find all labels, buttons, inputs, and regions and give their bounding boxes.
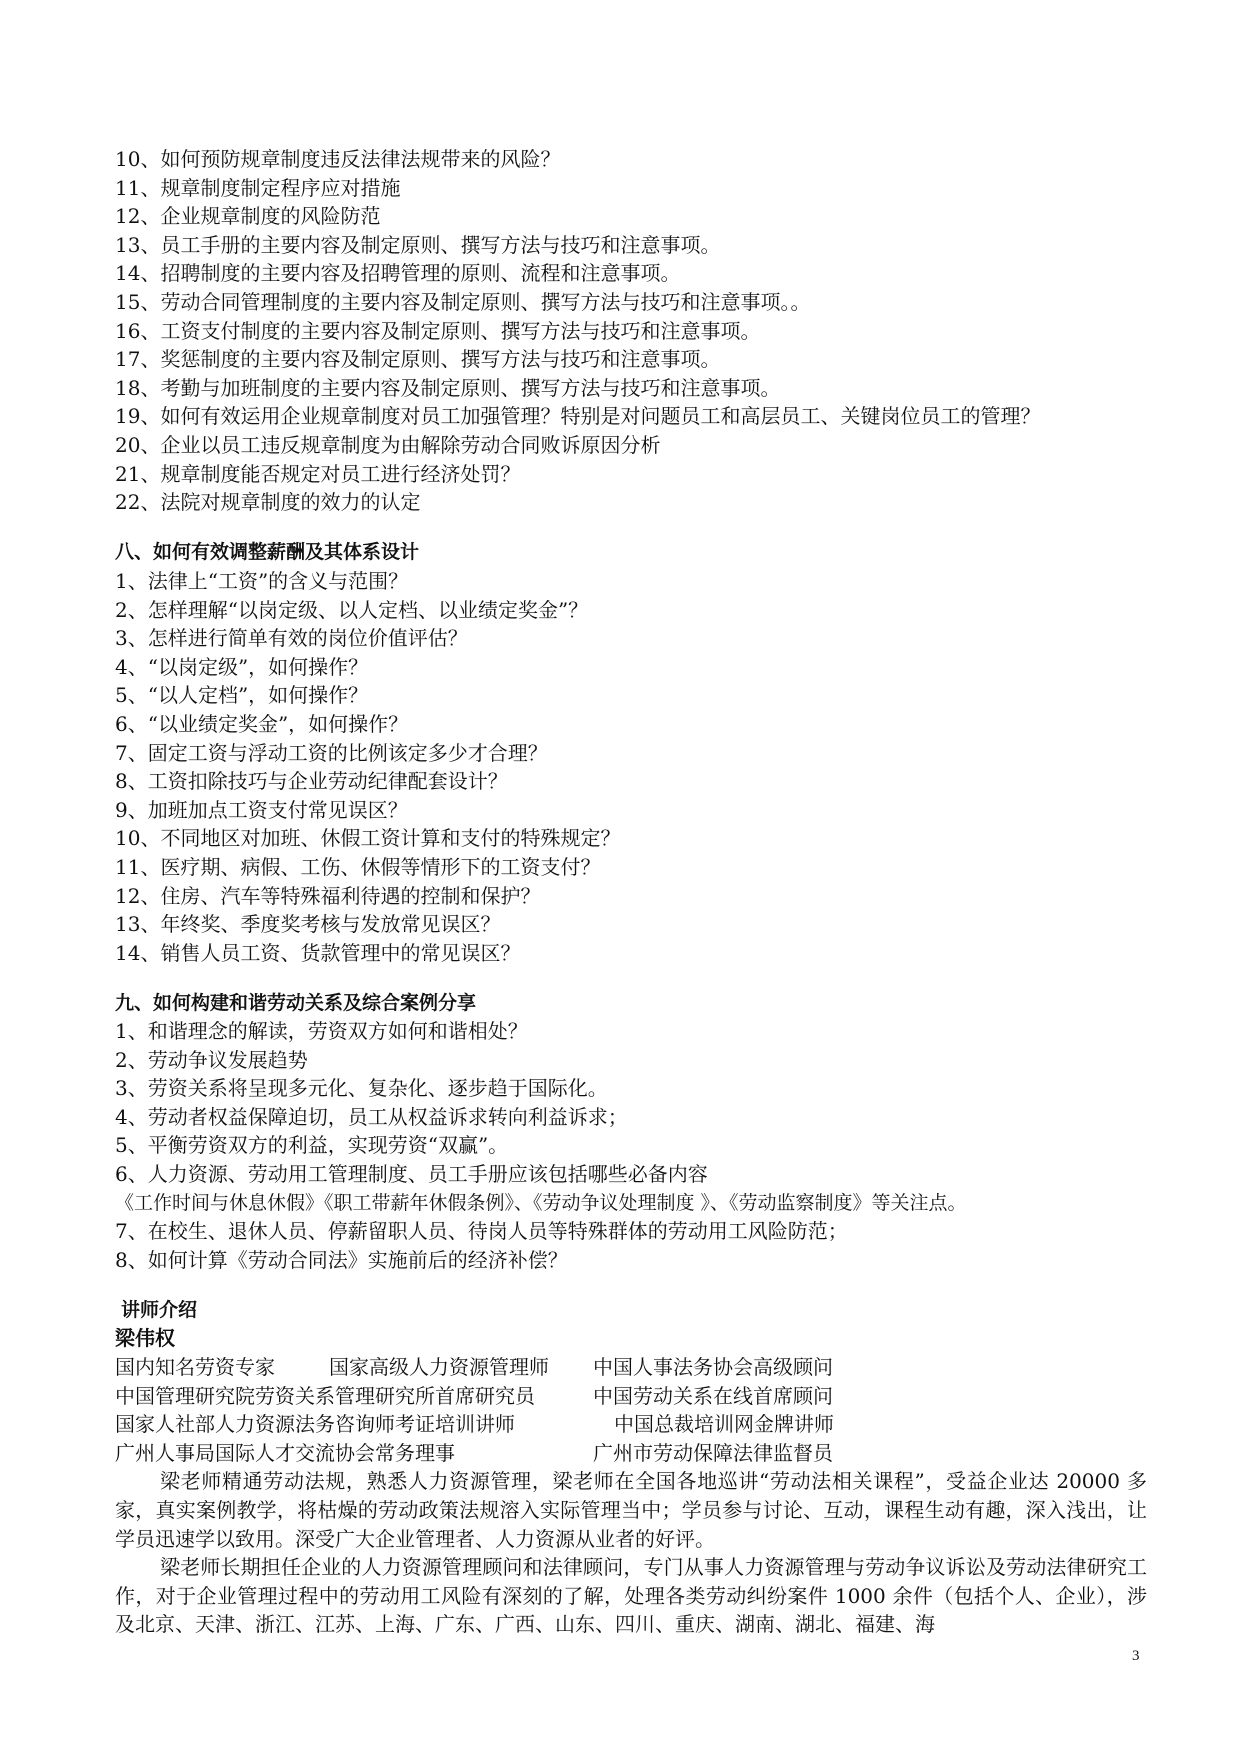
- list-item: 6、人力资源、劳动用工管理制度、员工手册应该包括哪些必备内容: [115, 1162, 708, 1186]
- section-heading: 九、如何构建和谐劳动关系及综合案例分享: [115, 992, 477, 1014]
- title-row: [115, 1439, 875, 1468]
- list-item: 8、工资扣除技巧与企业劳动纪律配套设计？: [115, 769, 508, 794]
- section-heading: 八、如何有效调整薪酬及其体系设计: [115, 541, 420, 563]
- title-row: [115, 1410, 875, 1439]
- list-item: 6、“以业绩定奖金”，如何操作？: [115, 712, 409, 736]
- list-item: 13、员工手册的主要内容及制定原则、撰写方法与技巧和注意事项。: [115, 232, 721, 257]
- list-item: 12、企业规章制度的风险防范: [115, 204, 381, 229]
- list-item: 2、怎样理解“以岗定级、以人定档、以业绩定奖金”？: [115, 597, 589, 622]
- list-item: 11、医疗期、病假、工伤、休假等情形下的工资支付？: [115, 855, 601, 879]
- instructor-title: 国家人社部人力资源法务咨询师考证培训讲师: [115, 1412, 515, 1437]
- list-item: 5、平衡劳资双方的利益，实现劳资“双赢”。: [115, 1133, 509, 1158]
- list-item: 14、销售人员工资、货款管理中的常见误区？: [115, 940, 521, 965]
- instructor-title: 中国劳动关系在线首席顾问: [593, 1383, 833, 1408]
- list-item: 1、法律上“工资”的含义与范围？: [115, 569, 409, 593]
- list-item: 10、如何预防规章制度违反法律法规带来的风险？: [115, 147, 561, 171]
- list-item: 10、不同地区对加班、休假工资计算和支付的特殊规定？: [115, 826, 621, 851]
- instructor-name: 梁伟权: [115, 1326, 175, 1350]
- list-item: 3、劳资关系将呈现多元化、复杂化、逐步趋于国际化。: [115, 1076, 608, 1101]
- list-item: 12、住房、汽车等特殊福利待遇的控制和保护？: [115, 883, 541, 908]
- instructor-title: 广州市劳动保障法律监督员: [593, 1440, 833, 1465]
- title-row: [115, 1382, 875, 1411]
- list-item: 16、工资支付制度的主要内容及制定原则、撰写方法与技巧和注意事项。: [115, 318, 761, 343]
- list-item: 15、劳动合同管理制度的主要内容及制定原则、撰写方法与技巧和注意事项。。: [115, 290, 811, 314]
- list-item: 7、在校生、退休人员、停薪留职人员、待岗人员等特殊群体的劳动用工风险防范；: [115, 1219, 848, 1244]
- list-item: 17、奖惩制度的主要内容及制定原则、撰写方法与技巧和注意事项。: [115, 347, 721, 372]
- list-item: 11、规章制度制定程序应对措施: [115, 175, 401, 200]
- list-item: 5、“以人定档”，如何操作？: [115, 683, 369, 708]
- instructor-title: 国家高级人力资源管理师: [329, 1355, 549, 1379]
- bio-paragraph: 梁老师精通劳动法规，熟悉人力资源管理，梁老师在全国各地巡讲“劳动法相关课程”，受益企业达 20000 多家，真实案例教学，将枯燥的劳动政策法规溶入实际管理当中；学员参与讨论、互动，课程生动有趣，深入浅出，让学员迅速学以致用。深受广大企业管理者、人力资源从业者的好评。: [115, 1469, 1147, 1551]
- list-item: 14、招聘制度的主要内容及招聘管理的原则、流程和注意事项。: [115, 261, 681, 286]
- list-item: 9、加班加点工资支付常见误区？: [115, 797, 408, 822]
- list-item: 4、“以岗定级”，如何操作？: [115, 654, 369, 679]
- list-item: 22、法院对规章制度的效力的认定: [115, 490, 421, 515]
- list-item: 19、如何有效运用企业规章制度对员工加强管理？特别是对问题员工和高层员工、关键岗位员工的管理？: [115, 404, 1041, 429]
- list-item: 8、如何计算《劳动合同法》实施前后的经济补偿？: [115, 1247, 568, 1272]
- list-item: 2、劳动争议发展趋势: [115, 1047, 308, 1072]
- instructor-section-title: 讲师介绍: [121, 1299, 198, 1321]
- list-item: 13、年终奖、季度奖考核与发放常见误区？: [115, 912, 501, 937]
- instructor-title: 中国人事法务协会高级顾问: [593, 1355, 833, 1379]
- instructor-title: 国内知名劳资专家: [115, 1355, 275, 1379]
- instructor-title: 广州人事局国际人才交流协会常务理事: [115, 1440, 455, 1465]
- list-item: 20、企业以员工违反规章制度为由解除劳动合同败诉原因分析: [115, 433, 661, 457]
- list-item: 18、考勤与加班制度的主要内容及制定原则、撰写方法与技巧和注意事项。: [115, 375, 781, 400]
- title-row: [115, 1353, 875, 1382]
- list-item: 3、怎样进行简单有效的岗位价值评估？: [115, 626, 468, 651]
- page-number: 3: [1132, 1648, 1140, 1664]
- list-item: 21、规章制度能否规定对员工进行经济处罚？: [115, 461, 521, 486]
- list-item: 7、固定工资与浮动工资的比例该定多少才合理？: [115, 740, 548, 765]
- list-item: 《工作时间与休息休假》《职工带薪年休假条例》、《劳动争议处理制度 》、《劳动监察制度》等关注点。: [115, 1191, 967, 1214]
- list-item: 1、和谐理念的解读，劳资双方如何和谐相处？: [115, 1019, 528, 1043]
- list-item: 4、劳动者权益保障迫切，员工从权益诉求转向利益诉求；: [115, 1104, 628, 1129]
- bio-paragraph: 梁老师长期担任企业的人力资源管理顾问和法律顾问，专门从事人力资源管理与劳动争议诉讼及劳动法律研究工作，对于企业管理过程中的劳动用工风险有深刻的了解，处理各类劳动纠纷案件 1000 余件（包括个人、企业），涉及北京、天津、浙江、江苏、上海、广东、广西、山东、四川、重庆、湖南、湖北、福建、海: [115, 1555, 1147, 1637]
- instructor-title: 中国总裁培训网金牌讲师: [614, 1412, 834, 1437]
- instructor-title: 中国管理研究院劳资关系管理研究所首席研究员: [115, 1383, 535, 1408]
